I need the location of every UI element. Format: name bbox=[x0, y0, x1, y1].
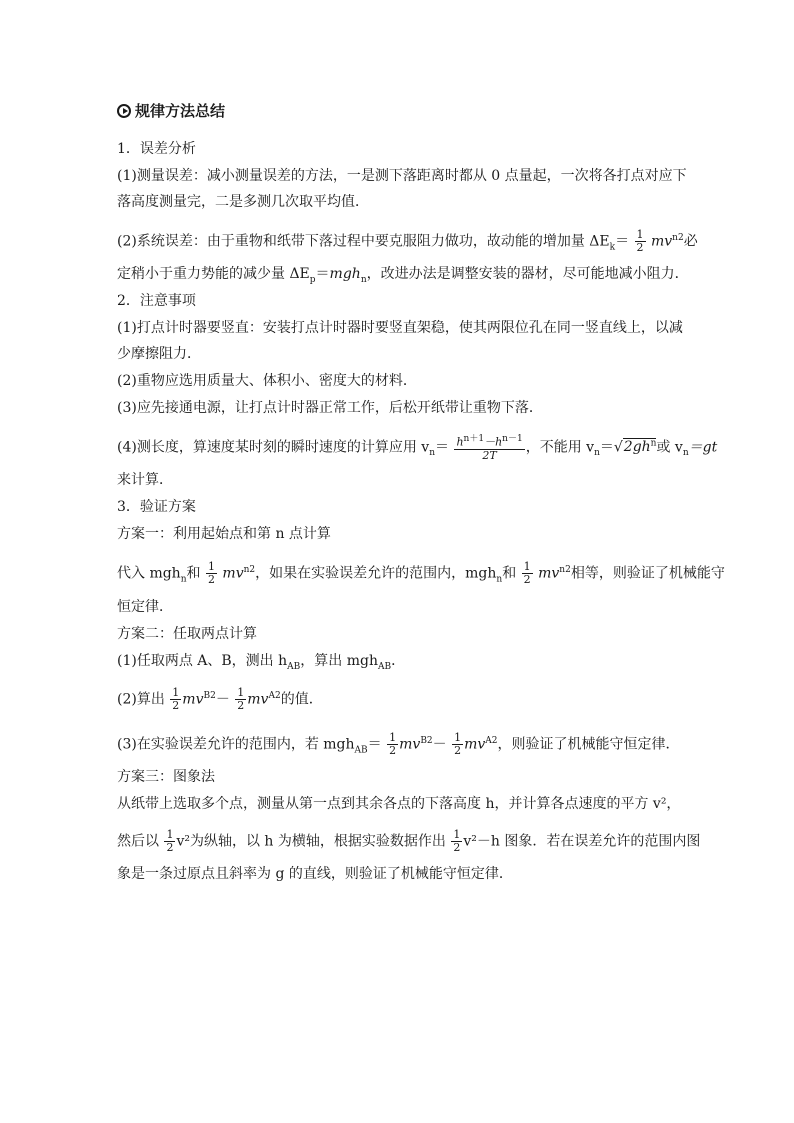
section2-p2: (2)重物应选用质量大、体积小、密度大的材料． bbox=[117, 373, 417, 389]
play-circle-icon bbox=[117, 104, 131, 118]
section2-p4-line2: 来计算． bbox=[117, 472, 173, 488]
planC-title: 方案三：图象法 bbox=[117, 769, 215, 785]
planB-p1: (1)任取两点 A、B，测出 $h_{AB}$，算出 mgh$_{AB}$． bbox=[117, 653, 406, 672]
section2-title: 2．注意事项 bbox=[117, 293, 196, 309]
section1-p1-line2: 落高度测量完，二是多测几次取平均值． bbox=[117, 194, 369, 210]
section1-title: 1．误差分析 bbox=[117, 141, 196, 157]
section1-p2-line1: (2)系统误差：由于重物和纸带下落过程中要克服阻力做功，故动能的增加量 $\Delta E_k=$ $\frac{1}{2}$ $mv^{n2}$必 bbox=[117, 228, 698, 255]
planB-title: 方案二：任取两点计算 bbox=[117, 626, 257, 642]
fraction-half: $\frac{1}{2}$ bbox=[636, 228, 644, 255]
section3-title: 3．验证方案 bbox=[117, 499, 196, 515]
section2-p1-line2: 少摩擦阻力． bbox=[117, 346, 201, 362]
section2-p3: (3)应先接通电源，让打点计时器正常工作，后松开纸带让重物下落． bbox=[117, 400, 543, 416]
planB-p2: (2)算出 $\frac{1}{2}$ $mv^{B2}-$ $\frac{1}{2}$ $mv^{A2}$的值． bbox=[117, 686, 323, 713]
section1-p1-line1: (1)测量误差：减小测量误差的方法，一是测下落距离时都从 0 点量起，一次将各打点对应下 bbox=[117, 168, 687, 184]
section1-p2-line2: 定稍小于重力势能的减少量 $\Delta E_p=mgh_n$，改进办法是调整安装的器材，尽可能地减小阻力． bbox=[117, 266, 689, 285]
heading-text: 规律方法总结 bbox=[135, 102, 226, 120]
section2-p4-line1: (4)测长度，算速度某时刻的瞬时速度的计算应用 $v_n=$ $\frac{h^{n+1}-h^{n-1}}{2T}$ ，不能用 $v_n=√2gh^n$或 $v_n=gt$ bbox=[117, 434, 718, 462]
fraction-velocity: $\frac{h^{n+1}-h^{n-1}}{2T}$ bbox=[456, 434, 523, 462]
planC-line2: 然后以 $\frac{1}{2}$ v²为纵轴，以 h 为横轴，根据实验数据作出 $\frac{1}{2}$ v²－h 图象．若在误差允许的范围内图 bbox=[117, 828, 701, 854]
planB-p3: (3)在实验误差允许的范围内，若 mgh$_{AB}$＝ $\frac{1}{2}$ $mv^{B2}-$ $\frac{1}{2}$ $mv^{A2}$，则验证了机械能守恒定律． bbox=[117, 731, 680, 758]
planA-line2: 恒定律． bbox=[117, 599, 173, 615]
planA-line1: 代入 mgh$_n$和 $\frac{1}{2}$ $mv^{n2}$，如果在实验误差允许的范围内，mgh$_n$和 $\frac{1}{2}$ $mv^{n2}$相等，则验证了机械能守 bbox=[117, 560, 725, 587]
planC-line1: 从纸带上选取多个点，测量从第一点到其余各点的下落高度 h，并计算各点速度的平方 v²， bbox=[117, 796, 681, 812]
section-heading bbox=[117, 100, 225, 121]
section2-p1-line1: (1)打点计时器要竖直：安装打点计时器时要竖直架稳，使其两限位孔在同一竖直线上，以减 bbox=[117, 320, 683, 336]
planA-title: 方案一：利用起始点和第 n 点计算 bbox=[117, 526, 331, 542]
planC-line3: 象是一条过原点且斜率为 g 的直线，则验证了机械能守恒定律． bbox=[117, 866, 513, 882]
